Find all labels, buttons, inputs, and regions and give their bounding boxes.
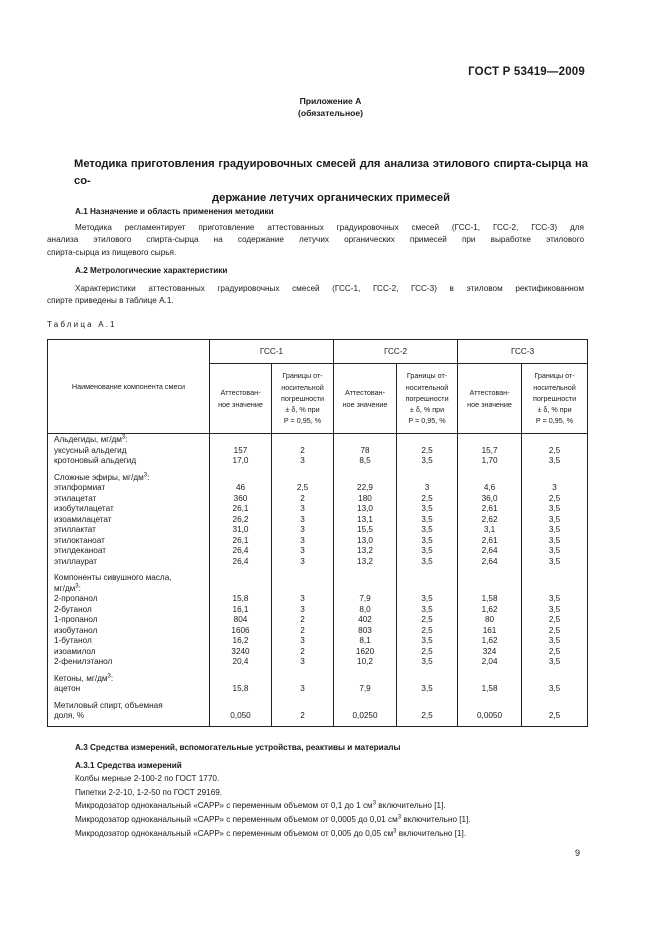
cell-value: 3 <box>300 546 305 555</box>
cell-value: 16,2 <box>232 636 249 645</box>
column-gss2-value <box>334 434 397 727</box>
cell-value <box>210 701 271 712</box>
column-header-value: Аттестован- ное значение <box>210 364 272 434</box>
cell-value: 7,9 <box>359 684 371 693</box>
component-name: уксусный альдегид <box>54 445 127 455</box>
cell-value: 3 <box>300 525 305 534</box>
cell-value <box>397 435 457 446</box>
cell-value: 1,62 <box>481 636 498 645</box>
cell-value: 2,5 <box>421 615 433 624</box>
component-name: этиллактат <box>54 525 96 534</box>
section-a2-line: спирте приведены в таблице А.1. <box>47 296 174 306</box>
column-header-value: Аттестован- ное значение <box>334 364 397 434</box>
column-gss1-value <box>210 434 272 727</box>
appendix-title: Приложение А <box>299 96 362 106</box>
cell-value <box>458 701 521 712</box>
cell-value: 26,2 <box>232 514 249 524</box>
column-gss2-error <box>397 434 458 727</box>
page-number: 9 <box>575 848 581 858</box>
cell-value: 2,64 <box>481 556 498 566</box>
cell-value: 2 <box>300 615 305 624</box>
cell-value: 15,8 <box>232 684 249 693</box>
cell-value: 10,2 <box>357 657 373 666</box>
column-group-gss-3: ГСС-3 <box>458 340 588 364</box>
cell-value: 26,4 <box>232 556 249 566</box>
cell-value: 3 <box>552 483 557 492</box>
component-name: Альдегиды, $мг/дм^3$: <box>54 434 128 444</box>
cell-value: 2 <box>300 445 305 455</box>
cell-value: 3,5 <box>548 657 561 666</box>
cell-value <box>522 435 587 446</box>
equipment-line: Колбы мерные 2-100-2 по ГОСТ 1770. <box>75 774 220 783</box>
cell-value: 3 <box>300 657 305 666</box>
cell-value: 13,1 <box>357 514 373 524</box>
cell-value: 3 <box>424 483 430 492</box>
cell-value: 78 <box>360 445 370 455</box>
component-name: этилдеканоат <box>54 546 106 555</box>
cell-value: 360 <box>233 493 248 503</box>
cell-value: 1,70 <box>481 456 498 465</box>
cell-value: 46 <box>235 483 246 492</box>
cell-value: 3,5 <box>548 525 561 534</box>
cell-value: 3,5 <box>548 556 561 566</box>
cell-value: 3,5 <box>548 535 561 545</box>
cell-value <box>334 701 396 712</box>
section-a31-heading: А.3.1 Средства измерений <box>75 761 182 770</box>
cell-value <box>458 573 521 584</box>
cell-value <box>334 573 396 584</box>
component-name: 2-бутанол <box>54 604 92 614</box>
cell-value <box>272 473 333 484</box>
cell-value <box>210 674 271 685</box>
cell-value: 3 <box>300 636 305 645</box>
cell-value <box>458 584 521 595</box>
cell-value: 26,1 <box>232 535 249 545</box>
cell-value: 3 <box>300 535 305 545</box>
component-name: 1-бутанол <box>54 636 92 645</box>
cell-value: 22,9 <box>357 483 373 492</box>
section-a1-text <box>47 222 584 259</box>
cell-value: 324 <box>482 646 497 656</box>
cell-value: 0,050 <box>230 711 251 720</box>
cell-value: 15,7 <box>481 445 498 455</box>
cell-value <box>458 473 521 484</box>
component-name: этилоктаноат <box>54 535 105 545</box>
component-name: изобутанол <box>54 625 98 635</box>
component-name: кротоновый альдегид <box>54 456 137 465</box>
cell-value: 26,4 <box>232 546 249 555</box>
cell-value <box>397 701 457 712</box>
column-header-error: Границы от- носительной погрешности ± δ, % при P = 0,95, % <box>272 364 334 434</box>
cell-value: 3,5 <box>548 514 561 524</box>
cell-value: 2,5 <box>548 646 561 656</box>
cell-value: 3240 <box>231 646 250 656</box>
cell-value: 2,5 <box>548 615 561 624</box>
cell-value: 3 <box>300 456 305 465</box>
cell-value: 26,1 <box>232 504 249 513</box>
cell-value: 13,2 <box>357 546 373 555</box>
cell-value <box>210 584 271 595</box>
cell-value <box>458 674 521 685</box>
cell-value: 3,5 <box>421 594 433 603</box>
cell-value: 13,2 <box>357 556 373 566</box>
cell-value: 16,1 <box>232 604 249 614</box>
cell-value: 3,5 <box>421 535 433 545</box>
cell-value <box>458 435 521 446</box>
cell-value: 3 <box>300 684 305 693</box>
cell-value: 2,04 <box>481 657 498 666</box>
equipment-line: Микродозатор одноканальный «САРР» с переменным объемом от 0,005 до 0,05 $см^3$ включительно [1]. <box>75 828 467 838</box>
cell-value: 36,0 <box>481 493 498 503</box>
cell-value: 180 <box>358 493 372 503</box>
component-name: Сложные эфиры, $мг/дм^3$: <box>54 471 150 482</box>
cell-value: 3 <box>300 556 305 566</box>
cell-value: 17,0 <box>232 456 249 465</box>
cell-value: 2,64 <box>481 546 498 555</box>
component-name: ацетон <box>54 684 81 693</box>
cell-value: 3,5 <box>421 514 433 524</box>
component-name: $мг/дм^3$: <box>54 582 81 593</box>
section-a2-line: Характеристики аттестованных градуировочных смесей (ГСС-1, ГСС-2, ГСС-3) в этиловом ректификованном <box>75 284 584 293</box>
cell-value: 3,5 <box>421 684 433 693</box>
cell-value: 161 <box>482 625 497 635</box>
cell-value: 3 <box>300 504 305 513</box>
cell-value: 3,5 <box>548 604 561 614</box>
cell-value: 3 <box>300 594 305 603</box>
cell-value: 1620 <box>355 646 375 656</box>
cell-value <box>397 473 457 484</box>
component-name: этиллаурат <box>54 556 98 566</box>
cell-value: 402 <box>358 615 372 624</box>
component-name: изобутилацетат <box>54 504 114 513</box>
cell-value <box>210 435 271 446</box>
cell-value <box>397 584 457 595</box>
cell-value: 2,61 <box>481 535 498 545</box>
cell-value: 157 <box>233 445 248 455</box>
cell-value: 15,8 <box>232 594 249 603</box>
cell-value: 3,5 <box>421 604 433 614</box>
cell-value: 2,5 <box>548 493 561 503</box>
cell-value <box>397 674 457 685</box>
cell-value: 2,5 <box>421 445 433 455</box>
cell-value <box>272 701 333 712</box>
table-a1 <box>47 339 588 727</box>
cell-value: 1606 <box>231 625 250 635</box>
cell-value: 3,5 <box>421 556 433 566</box>
cell-value <box>397 573 457 584</box>
column-gss3-error <box>522 434 588 727</box>
column-gss3-value <box>458 434 522 727</box>
cell-value: 8,5 <box>359 456 371 465</box>
component-name: доля, % <box>54 711 85 720</box>
equipment-line: Микродозатор одноканальный «САРР» с переменным объемом от 0,1 до 1 $см^3$ включительно [1]. <box>75 800 446 810</box>
cell-value <box>272 584 333 595</box>
component-name: Кетоны, $мг/дм^3$: <box>54 672 114 683</box>
section-a1-line: спирта-сырца из пищевого сырья. <box>47 247 177 257</box>
component-name: 2-фенилэтанол <box>54 657 113 666</box>
component-name: изоамилол <box>54 646 96 656</box>
cell-value <box>522 573 587 584</box>
cell-value: 1,62 <box>481 604 498 614</box>
cell-value: 0,0050 <box>477 711 503 720</box>
cell-value: 7,9 <box>359 594 371 603</box>
cell-value <box>522 674 587 685</box>
cell-value: 3 <box>300 604 305 614</box>
column-header-error: Границы от- носительной погрешности ± δ, % при P = 0,95, % <box>522 364 588 434</box>
cell-value <box>334 473 396 484</box>
column-group-gss-2: ГСС-2 <box>334 340 458 364</box>
component-name: Компоненты сивушного масла, <box>54 573 172 582</box>
cell-value: 3,5 <box>421 525 433 534</box>
cell-value: 3,5 <box>548 546 561 555</box>
cell-value <box>334 674 396 685</box>
component-name: 1-пропанол <box>54 615 98 624</box>
cell-value: 0,0250 <box>352 711 378 720</box>
table-caption: Таблица А.1 <box>47 320 117 329</box>
cell-value: 2,62 <box>481 514 498 524</box>
cell-value <box>272 573 333 584</box>
cell-value: 2 <box>300 711 305 720</box>
appendix-status: (обязательное) <box>297 108 364 118</box>
component-name: этилформиат <box>54 483 106 492</box>
cell-value: 3,5 <box>421 657 433 666</box>
cell-value: 2,61 <box>481 504 498 513</box>
component-name: Метиловый спирт, объемная <box>54 700 163 710</box>
cell-value: 20,4 <box>232 657 249 666</box>
column-header-error: Границы от- носительной погрешности ± δ, % при P = 0,95, % <box>397 364 458 434</box>
standard-number: ГОСТ Р 53419—2009 <box>468 66 585 78</box>
column-names <box>48 434 210 727</box>
cell-value <box>522 584 587 595</box>
cell-value <box>272 674 333 685</box>
section-a1-heading: А.1 Назначение и область применения методики <box>75 207 274 216</box>
cell-value: 4,6 <box>483 483 496 492</box>
equipment-line: Микродозатор одноканальный «САРР» с переменным объемом от 0,0005 до 0,01 $см^3$ включительно [1]. <box>75 814 471 824</box>
section-a1-line: анализа этилового спирта-сырца на содержание летучих органических примесей при выработке этилового <box>47 235 584 245</box>
cell-value: 2 <box>300 625 305 635</box>
cell-value: 31,0 <box>232 525 249 534</box>
component-name: этилацетат <box>54 493 97 503</box>
cell-value: 8,1 <box>359 636 371 645</box>
cell-value: 80 <box>484 615 495 624</box>
cell-value: 2,5 <box>421 711 433 720</box>
column-header-component: Наименование компонента смеси <box>48 340 210 434</box>
document-title-line-2: держание летучих органических примесей <box>212 192 450 204</box>
cell-value: 804 <box>233 615 248 624</box>
cell-value <box>334 435 396 446</box>
document-title-line-1: Методика приготовления градуировочных смесей для анализа этилового спирта-сырца на со- <box>74 158 588 187</box>
cell-value: 8,0 <box>359 604 371 614</box>
section-a1-line: Методика регламентирует приготовление аттестованных градуировочных смесей (ГСС-1, ГСС-2, ГСС-3) для <box>75 223 584 232</box>
cell-value <box>334 584 396 595</box>
cell-value: 2,5 <box>421 625 433 635</box>
cell-value <box>210 473 271 484</box>
cell-value: 2,5 <box>421 493 433 503</box>
section-a2-text <box>47 283 584 308</box>
column-group-gss-1: ГСС-1 <box>210 340 334 364</box>
cell-value: 3,5 <box>548 636 561 645</box>
cell-value: 3,5 <box>548 684 561 693</box>
cell-value: 3,5 <box>421 504 433 513</box>
cell-value <box>522 473 587 484</box>
cell-value: 803 <box>358 625 372 635</box>
cell-value: 3 <box>300 514 305 524</box>
component-name: изоамилацетат <box>54 514 112 524</box>
cell-value: 3,5 <box>548 594 561 603</box>
cell-value <box>272 435 333 446</box>
cell-value: 2,5 <box>548 625 561 635</box>
cell-value: 3,5 <box>548 504 561 513</box>
cell-value: 3,5 <box>548 456 561 465</box>
cell-value: 2 <box>300 493 305 503</box>
cell-value: 15,5 <box>357 525 373 534</box>
cell-value: 2,5 <box>548 711 561 720</box>
component-name: 2-пропанол <box>54 594 98 603</box>
cell-value: 3,5 <box>421 546 433 555</box>
cell-value: 1,58 <box>481 684 498 693</box>
column-gss1-error <box>272 434 334 727</box>
cell-value: 1,58 <box>481 594 498 603</box>
cell-value: 13,0 <box>357 535 373 545</box>
section-a2-heading: А.2 Метрологические характеристики <box>75 266 228 275</box>
cell-value: 2,5 <box>548 445 561 455</box>
cell-value: 3,5 <box>421 636 433 645</box>
column-header-value: Аттестован- ное значение <box>458 364 522 434</box>
cell-value: 2,5 <box>296 483 309 492</box>
cell-value: 2 <box>300 646 305 656</box>
cell-value <box>210 573 271 584</box>
cell-value: 3,1 <box>483 525 496 534</box>
cell-value: 13,0 <box>357 504 373 513</box>
cell-value: 3,5 <box>421 456 433 465</box>
equipment-line: Пипетки 2-2-10, 1-2-50 по ГОСТ 29169. <box>75 788 223 797</box>
cell-value: 2,5 <box>421 646 433 656</box>
section-a3-heading: А.3 Средства измерений, вспомогательные устройства, реактивы и материалы <box>75 743 401 752</box>
cell-value <box>522 701 587 712</box>
document-title <box>74 156 588 207</box>
